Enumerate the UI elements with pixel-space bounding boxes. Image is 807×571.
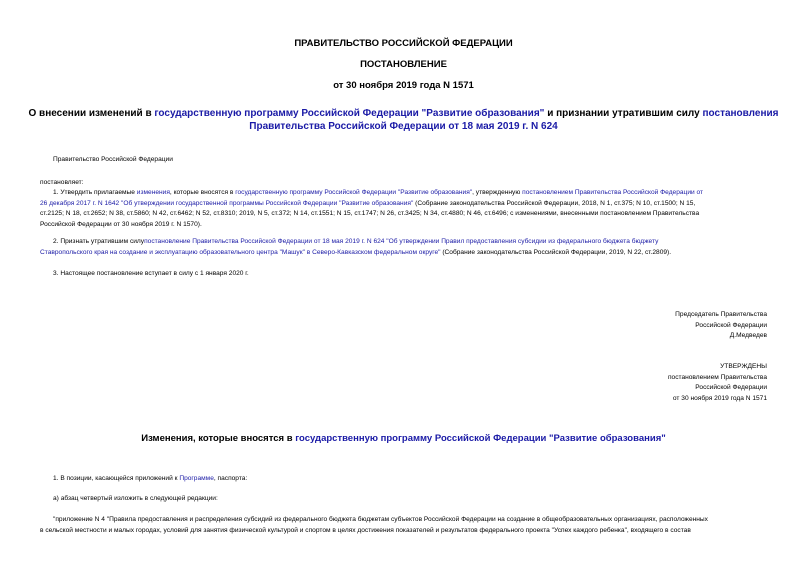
clause-1-text-a: 1. Утвердить прилагаемые: [53, 189, 137, 196]
program-annex-link[interactable]: Программе: [179, 475, 214, 482]
signature-title: Председатель Правительства: [675, 311, 767, 318]
approval-org: Российской Федерации: [695, 384, 767, 391]
decree-1642-link-cont[interactable]: 26 декабря 2017 г. N 1642 "Об утверждении государственной программы Российской Федерации "Развитие образования": [40, 199, 414, 207]
repealed-decree-link[interactable]: постановления: [702, 108, 779, 119]
clause-1-text-c: , утвержденную: [472, 189, 523, 196]
decree-624-link-cont[interactable]: Ставропольского края на создание и эксплуатацию образовательного центра "Машук" в Северо-Кавказском федеральном округе": [40, 248, 441, 256]
program-link-3[interactable]: государственную программу Российской Федерации "Развитие образования": [295, 433, 666, 444]
clause-1-line2: (Собрание законодательства Российской Федерации, 2018, N 1, ст.375; N 10, ст.1500; N 15,: [413, 199, 696, 207]
document-date-number: от 30 ноября 2019 года N 1571: [333, 80, 474, 91]
clause-3: 3. Настоящее постановление вступает в силу с 1 января 2020 г.: [53, 270, 249, 277]
clause-2: [40, 237, 767, 258]
clause-1: [40, 188, 767, 230]
title-prefix: О внесении изменений в: [28, 108, 155, 119]
program-link[interactable]: государственную программу Российской Федерации "Развитие образования": [154, 108, 545, 119]
changes-quote: [40, 515, 767, 536]
approval-date: от 30 ноября 2019 года N 1571: [672, 394, 767, 402]
program-link-2[interactable]: государственную программу Российской Федерации "Развитие образования": [235, 189, 473, 196]
clause-2-text-a: 2. Признать утратившим силу: [53, 238, 145, 245]
government-heading: ПРАВИТЕЛЬСТВО РОССИЙСКОЙ ФЕДЕРАЦИИ: [294, 38, 513, 49]
signature-name: Д.Медведев: [729, 332, 767, 339]
title-middle: и признании утратившим силу: [544, 108, 703, 119]
approval-label: УТВЕРЖДЕНЫ: [720, 363, 767, 370]
decree-1642-link[interactable]: постановлением Правительства Российской Федерации от: [522, 189, 704, 196]
document-title: [0, 107, 807, 133]
decree-624-link[interactable]: постановление Правительства Российской Федерации от 18 мая 2019 г. N 624 "Об утверждении Правил предоставления субсидии из федерального бюджета бюджету: [144, 238, 659, 245]
signature-block: [675, 310, 767, 342]
changes-link[interactable]: изменения: [136, 189, 170, 196]
repealed-decree-link-cont[interactable]: Правительства Российской Федерации от 18 мая 2019 г. N 624: [249, 121, 558, 132]
signature-org: Российской Федерации: [695, 321, 767, 329]
clause-2-line2: (Собрание законодательства Российской Федерации, 2019, N 22, ст.2809).: [440, 248, 672, 256]
approval-block: [668, 362, 767, 404]
changes-quote-line2: в сельской местности и малых городах, условий для занятия физической культурой и спортом в целях достижения показателей и результатов федерального проекта "Успех каждого ребенка", входящего в состав: [40, 526, 691, 534]
intro-paragraph: Правительство Российской Федерации: [53, 156, 173, 163]
changes-item-1-a: 1. В позиции, касающейся приложений к: [53, 475, 180, 482]
clause-1-text-b: , которые вносятся в: [169, 189, 236, 196]
clause-1-line4: Российской Федерации от 30 ноября 2019 г. N 1570).: [40, 220, 202, 228]
changes-title: [0, 432, 807, 445]
document-type-heading: ПОСТАНОВЛЕНИЕ: [360, 59, 447, 70]
clause-1-line3: ст.2125; N 18, ст.2652; N 38, ст.5860; N 42, ст.6462; N 52, ст.8310; 2019, N 5, ст.372; N 14, ст.1551; N 15, ст.1747; N 26, ст.3425; N 34, ст.4880; N 46, ст.6496; с изменениями, внесенными постановлением Правительства: [40, 210, 700, 217]
changes-item-a: а) абзац четвертый изложить в следующей редакции:: [53, 495, 218, 502]
approval-by: постановлением Правительства: [667, 373, 767, 381]
decrees-paragraph: постановляет:: [40, 179, 84, 186]
changes-item-1: [53, 474, 780, 485]
changes-title-prefix: Изменения, которые вносятся в: [141, 433, 296, 444]
changes-item-1-b: , паспорта:: [213, 475, 248, 482]
changes-quote-line1: "приложение N 4 "Правила предоставления и распределения субсидий из федерального бюджета бюджетам субъектов Российской Федерации на создание в общеобразовательных организациях, расположенных: [53, 516, 708, 523]
